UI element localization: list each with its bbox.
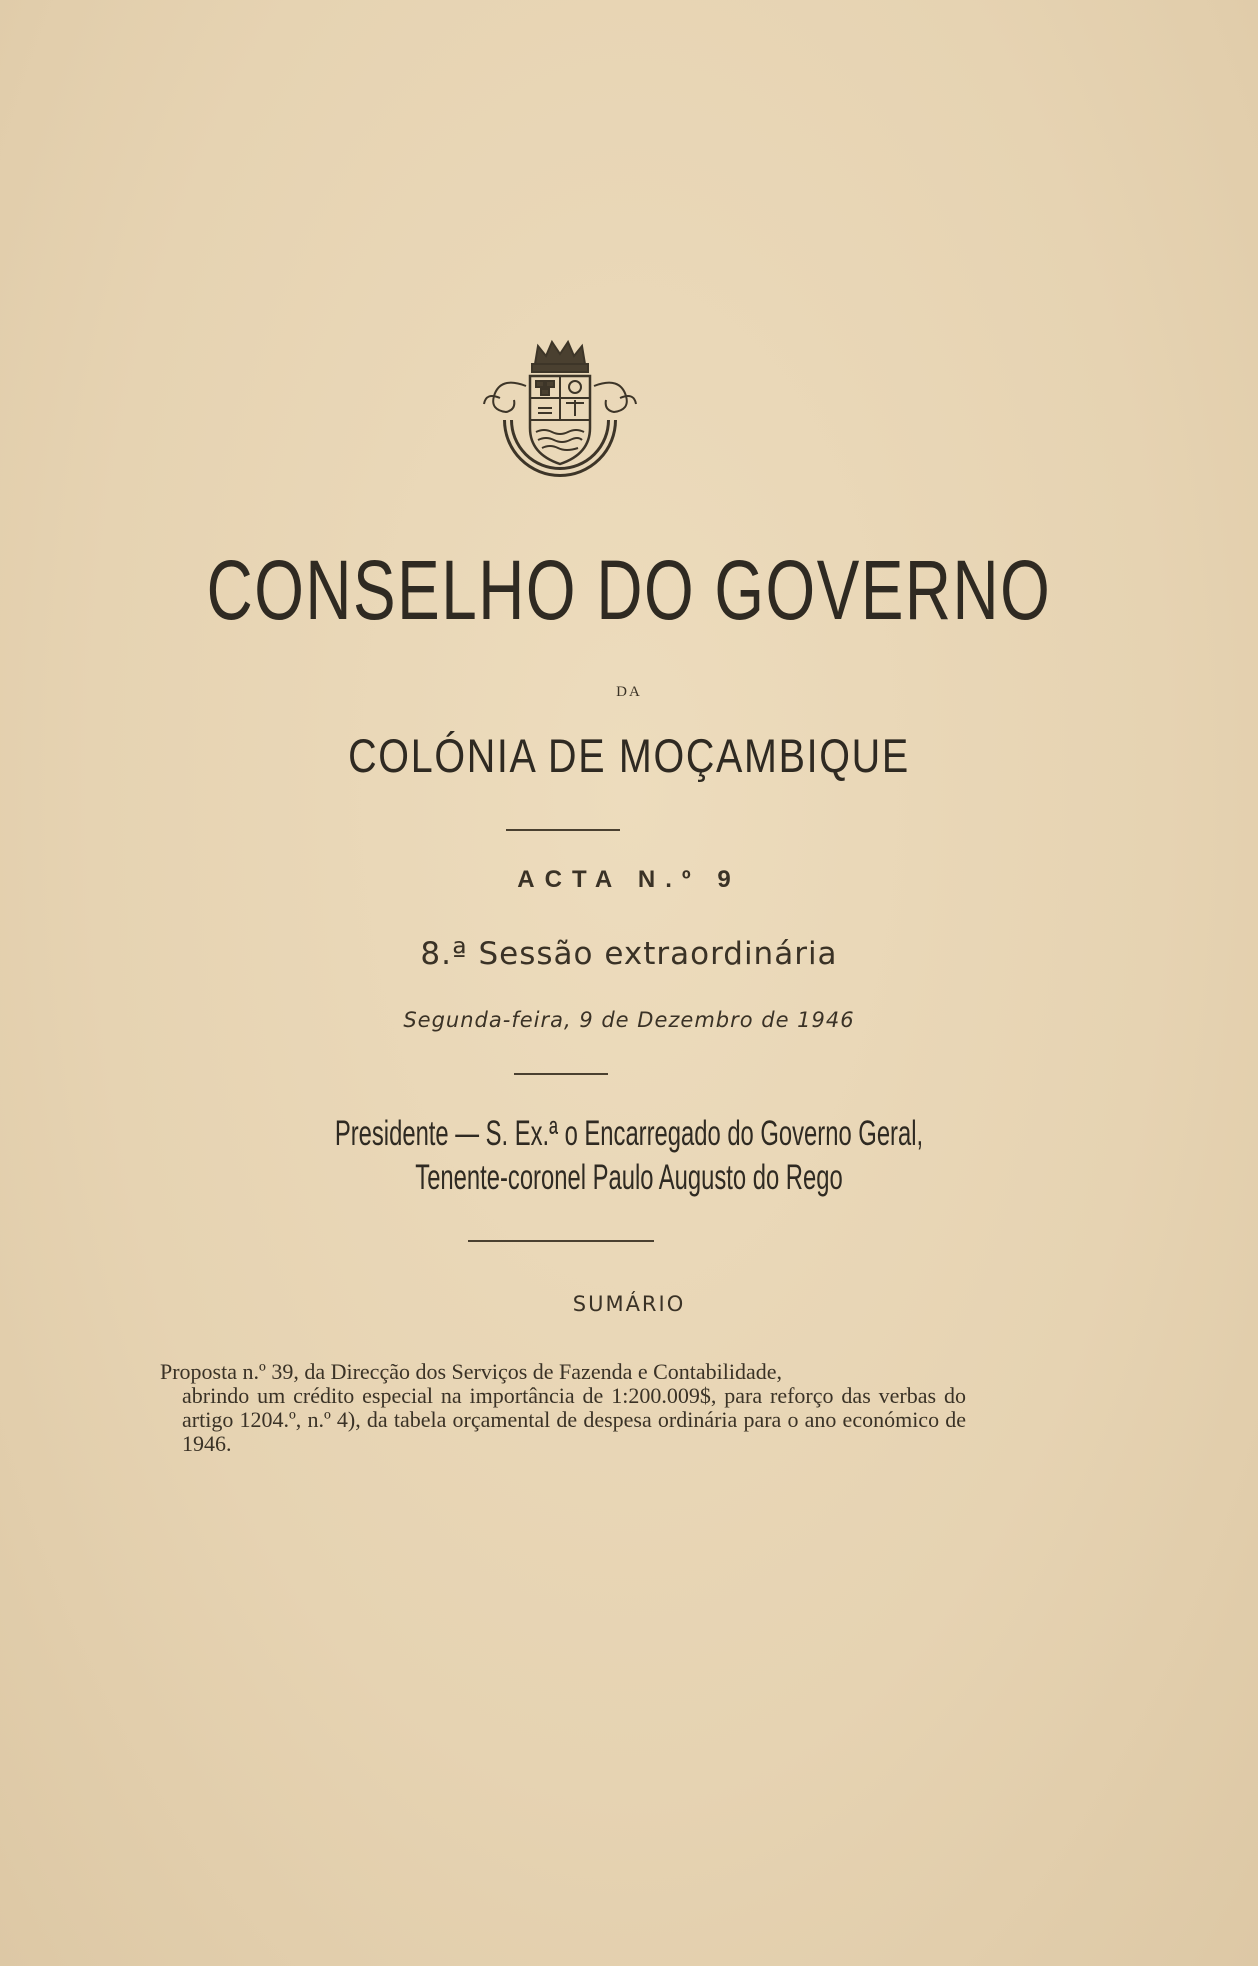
summary-paragraph bbox=[160, 1360, 966, 1456]
session-title: 8.ª Sessão extraordinária bbox=[420, 936, 838, 972]
divider bbox=[506, 829, 620, 831]
session-date: Segunda-feira, 9 de Dezembro de 1946 bbox=[403, 1008, 855, 1032]
president-line: Presidente — S. Ex.ª o Encarregado do Governo Geral, bbox=[334, 1114, 924, 1153]
council-title: CONSELHO DO GOVERNO bbox=[206, 543, 1052, 637]
acta-number: ACTA N.º 9 bbox=[517, 866, 741, 893]
divider bbox=[468, 1240, 654, 1242]
summary-heading: SUMÁRIO bbox=[572, 1292, 686, 1316]
colony-title: COLÓNIA DE MOÇAMBIQUE bbox=[348, 729, 910, 782]
summary-first-line: Proposta n.º 39, da Direcção dos Serviços de Fazenda e Contabilidade, bbox=[160, 1359, 783, 1384]
divider bbox=[514, 1073, 608, 1075]
coat-of-arms-icon bbox=[480, 336, 640, 482]
summary-continuation: abrindo um crédito especial na importância de 1:200.009$, para reforço das verbas do artigo 1204.º, n.º 4), da tabela orçamental de despesa ordinária para o ano económico de 1946. bbox=[182, 1383, 966, 1456]
president-name: Tenente-coronel Paulo Augusto do Rego bbox=[415, 1158, 843, 1197]
title-connector: DA bbox=[616, 684, 642, 700]
